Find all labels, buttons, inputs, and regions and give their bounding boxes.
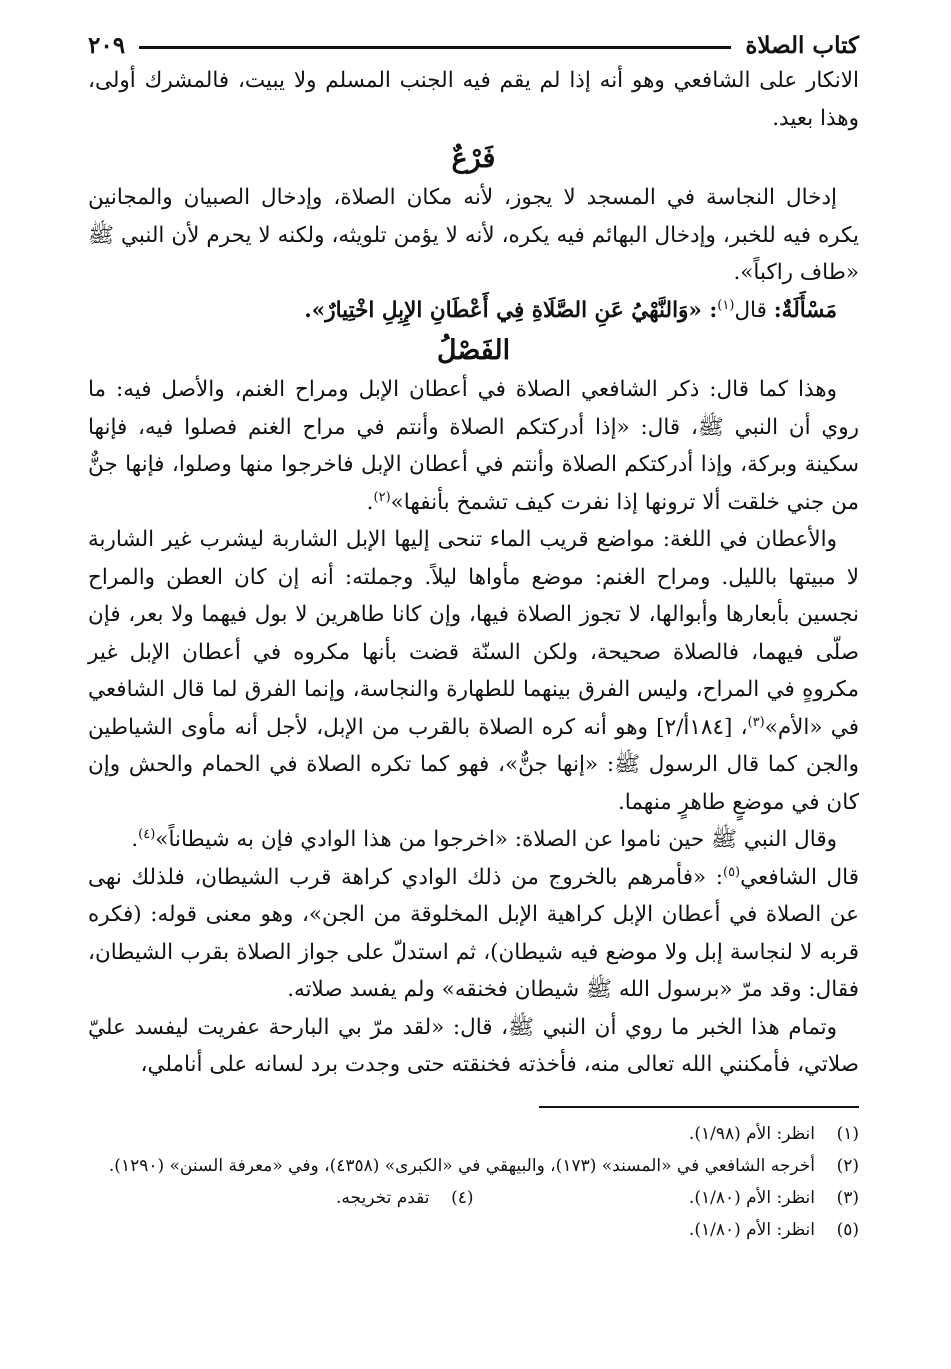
footnote-text: انظر: الأم (١/٩٨). [688,1123,815,1144]
footnote-1 [88,1118,859,1150]
footnote-text: تقدم تخريجه. [336,1187,430,1208]
footnote-number: (٣) [836,1187,859,1208]
section-heading-far: فَرْعٌ [451,143,496,174]
header-rule [139,46,731,49]
main-text [88,62,859,1084]
running-head [88,28,859,62]
footnote-text: أخرجه الشافعي في «المسند» (١٧٣)، والبيهقي في «الكبرى» (٤٣٥٨)، وفي «معرفة السنن» (١٢٩٠). [108,1155,815,1176]
footnote-number: (٥) [836,1219,859,1240]
paragraph-7-text-b: : «فأمرهم بالخروج من ذلك الوادي كراهة قرب الشيطان، فلذلك نهى عن الصلاة في أعطان الإبل كراهية الإبل المخلوقة من الجن»، وهو معنى قوله: (فكره قربه لا لنجاسة إبل ولا موضع فيه شيطان)، ثم استدلّ على جواز الصلاة بقرب الشيطان، فقال: وقد مرّ «برسول الله ﷺ شيطان فخنقه» ولم يفسد صلاته. [88,864,859,1002]
paragraph-4-text: وهذا كما قال: ذكر الشافعي الصلاة في أعطان الإبل ومراح الغنم، والأصل فيه: ما روي أن النبي ﷺ، قال: «إذا أدركتكم الصلاة وأنتم في مراح الغنم فصلوا فيه، فإنها سكينة وبركة، وإذا أدركتكم الصلاة وأنتم في أعطان الإبل فاخرجوا منها وصلوا، فإنها جنٌّ من جني خلقت ألا ترونها إذا نفرت كيف تشمخ بأنفها» [88,377,859,515]
paragraph-5-text-a: والأعطان في اللغة: مواضع قريب الماء تنحى إليها الإبل الشاربة ليشرب غير الشاربة لا مبيتها بالليل. ومراح الغنم: موضع مأواها ليلاً. وجملته: أنه إن كان العطن والمراح نجسين بأبعارها وأبوالها، لا تجوز الصلاة فيها، وإن كانا طاهرين لا بول فيهما ولا بعر، فإن صلّى فيهما، فالصلاة صحيحة، ولكن السنّة قضت بأنها مكروه في أعطان الإبل غير مكروهٍ في المراح، وليس الفرق بينهما للطهارة والنجاسة، وإنما الفرق لما قال الشافعي في «الأم» [88,527,859,740]
paragraph-4-end: . [366,489,374,515]
footnote-4 [88,1182,474,1214]
masala-paragraph [88,292,859,330]
footnote-rule [539,1106,859,1108]
footnote-number: (١) [836,1123,859,1144]
paragraph-8: وتمام هذا الخبر ما روي أن النبي ﷺ، قال: «لقد مرّ بي البارحة عفريت ليفسد عليّ صلاتي، فأمكنني الله تعالى منه، فأخذته فخنقته حتى وجدت برد لسانه على أناملي، [88,1014,859,1077]
paragraph-7-text-a: قال الشافعي [740,864,859,890]
page-number: ٢٠٩ [88,31,126,59]
footnote-row-3-4 [88,1182,859,1214]
footnote-5 [88,1214,859,1246]
masala-label: مَسْأَلَةٌ: [773,297,837,323]
footnote-2 [88,1150,859,1182]
footnote-ref-5: (٥) [722,864,741,880]
paragraph-1: الانكار على الشافعي وهو أنه إذا لم يقم فيه الجنب المسلم ولا يبيت، فالمشرك أولى، وهذا بعيد. [88,68,859,131]
footnote-ref-3: (٣) [747,714,765,730]
section-heading-fasl: الفَصْلُ [436,335,511,366]
footnote-3 [474,1182,860,1214]
paragraph-5-text-b: ، [١٨٤أ/٢] وهو أنه كره الصلاة بالقرب من الإبل، لأجل أنه مأوى الشياطين والجن كما قال الرسول ﷺ: «إنها جنٌّ»، فهو كما تكره الصلاة في الحمام والحش وإن كان في موضعٍ طاهرٍ منهما. [88,714,859,815]
paragraph-6-text: وقال النبي ﷺ حين ناموا عن الصلاة: «اخرجوا من هذا الوادي فإن به شيطاناً» [155,827,837,852]
paragraph-6 [88,821,859,859]
footnote-number: (٢) [836,1155,859,1176]
paragraph-5 [88,521,859,821]
footnote-text: انظر: الأم (١/٨٠). [688,1187,815,1208]
footnote-ref-1: (١) [717,297,735,313]
paragraph-7 [88,859,859,1009]
footnote-text: انظر: الأم (١/٨٠). [688,1219,815,1240]
masala-quote: : «وَالنَّهْيُ عَنِ الصَّلَاةِ فِي أَعْطَانِ الإِبِلِ اخْتِيارٌ». [304,297,718,323]
paragraph-6-end: . [131,827,139,852]
masala-pre: قال [734,297,774,323]
footnotes [88,1118,859,1246]
footnote-ref-4: (٤) [138,826,156,842]
chapter-title: كتاب الصلاة [745,31,859,59]
paragraph-2: إدخال النجاسة في المسجد لا يجوز، لأنه مكان الصلاة، وإدخال الصبيان والمجانين يكره فيه للخبر، وإدخال البهائم فيه يكره، لأنه لا يؤمن تلويثه، ولكنه لا يحرم لأن النبي ﷺ «طاف راكباً». [88,185,859,285]
footnote-number: (٤) [451,1187,474,1208]
footnote-ref-2: (٢) [373,489,391,505]
paragraph-4 [88,371,859,521]
